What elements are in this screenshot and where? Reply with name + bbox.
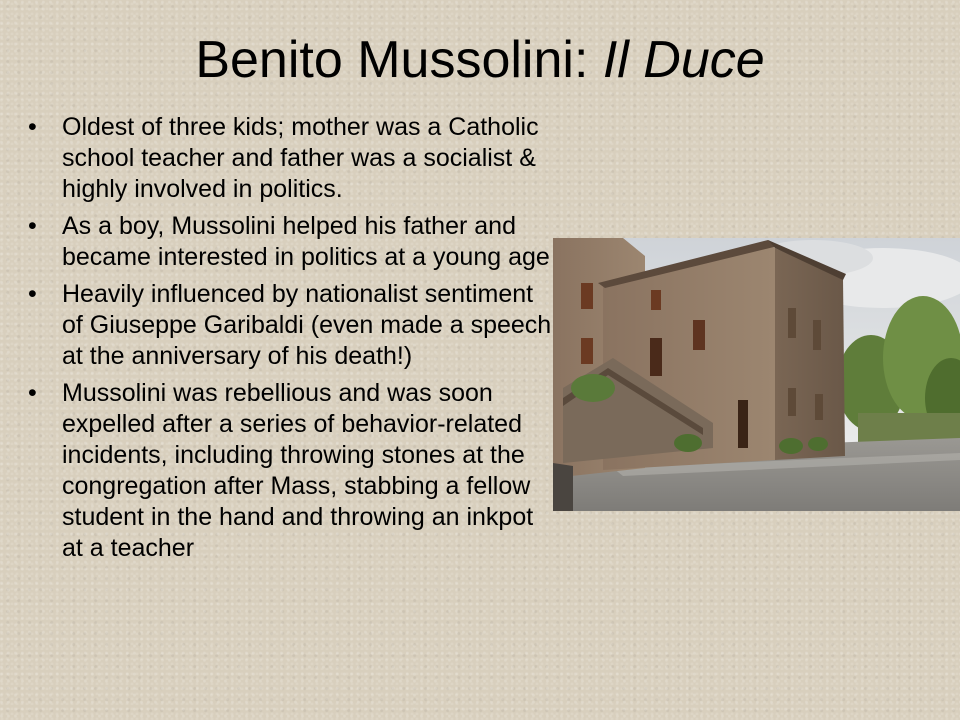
title-main: Benito Mussolini:	[195, 31, 603, 89]
bullet-list	[24, 112, 554, 570]
bullet-item: • Oldest of three kids; mother was a Catholic school teacher and father was a socialist & highly involved in politics.	[24, 112, 554, 205]
title-italic: Il Duce	[602, 31, 765, 89]
bullet-item: • Heavily influenced by nationalist sentiment of Giuseppe Garibaldi (even made a speech at the anniversary of his death!)	[24, 279, 554, 372]
stone-house-image	[553, 238, 960, 511]
bullet-item: • As a boy, Mussolini helped his father and became interested in politics at a young age	[24, 211, 554, 273]
slide-title	[0, 28, 960, 92]
house-photo	[553, 238, 960, 511]
bullet-item: • Mussolini was rebellious and was soon expelled after a series of behavior-related incidents, including throwing stones at the congregation after Mass, stabbing a fellow student in the hand and throwing an inkpot at a teacher	[24, 378, 554, 564]
